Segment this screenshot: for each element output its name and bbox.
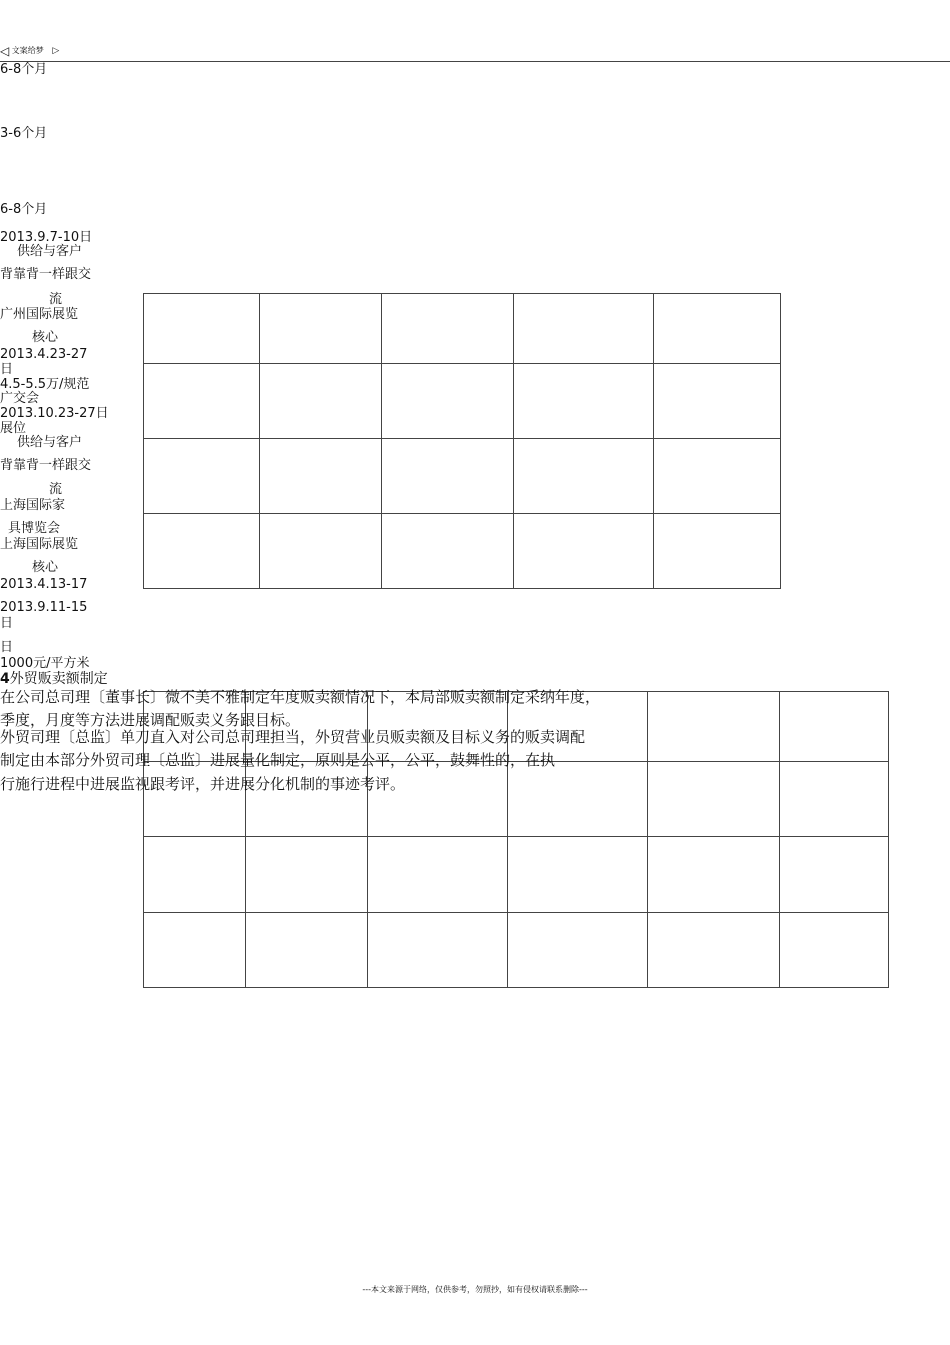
text-line: 2013.4.13-17 (0, 577, 88, 592)
table-cell (260, 294, 382, 364)
table-cell (260, 364, 382, 439)
text-line: 流 (49, 292, 63, 307)
table-cell (648, 692, 780, 762)
table-cell (382, 364, 514, 439)
table-cell (654, 514, 781, 589)
table-cell (368, 837, 508, 913)
page-footer: ---本文来源于网络，仅供参考，勿照抄，如有侵权请联系删除--- (362, 1285, 588, 1294)
text-line: 2013.9.11-15 (0, 600, 88, 615)
text-line: 具博览会 (8, 521, 61, 536)
text-line: 日 (0, 362, 14, 377)
table-cell (246, 837, 368, 913)
triangle-right-icon: ▷ (52, 46, 60, 56)
table-cell (382, 514, 514, 589)
text-line: 2013.9.7-10日 (0, 230, 93, 245)
table-cell (780, 837, 889, 913)
section-number: 4 (0, 671, 10, 687)
text-line: 6-8个月 (0, 202, 48, 217)
table-cell (260, 439, 382, 514)
text-line: 6-8个月 (0, 62, 48, 77)
table-cell (368, 913, 508, 988)
text-line: 流 (49, 482, 63, 497)
text-line: 展位 (0, 421, 27, 436)
text-line: 核心 (32, 330, 59, 345)
text-line: 核心 (32, 560, 59, 575)
paragraph-line: 季度，月度等方法进展调配贩卖义务跟目标。 (0, 711, 301, 729)
paragraph-line: 在公司总司理〔董事长〕微不美不雅制定年度贩卖额情况下，本局部贩卖额制定采纳年度， (0, 688, 601, 706)
table-cell (260, 514, 382, 589)
text-line: 日 (0, 640, 14, 655)
table-cell (508, 762, 648, 837)
text-line: 4.5-5.5万/规范 (0, 377, 90, 392)
text-line: 上海国际家 (0, 498, 66, 513)
table-cell (382, 439, 514, 514)
empty-table-upper (143, 293, 781, 589)
table-cell (246, 913, 368, 988)
text-line: 2013.10.23-27日 (0, 406, 109, 421)
text-line: 供给与客户 (17, 244, 83, 259)
table-cell (514, 294, 654, 364)
table-cell (508, 837, 648, 913)
text-line: 广州国际展览 (0, 307, 79, 322)
table-cell (514, 439, 654, 514)
header-title: 文案给梦 (11, 46, 44, 55)
table-cell (648, 913, 780, 988)
text-line: 3-6个月 (0, 126, 48, 141)
table-cell (648, 837, 780, 913)
table-cell (514, 514, 654, 589)
table-cell (648, 762, 780, 837)
triangle-left-icon: ◁ (0, 44, 10, 58)
text-line: 背靠背一样跟交 (0, 458, 92, 473)
text-line: 背靠背一样跟交 (0, 267, 92, 282)
table-cell (654, 439, 781, 514)
section-title: 外贸贩卖额制定 (9, 671, 108, 687)
table-cell (144, 364, 260, 439)
table-cell (654, 294, 781, 364)
text-line: 日 (0, 616, 14, 631)
table-cell (144, 913, 246, 988)
text-line: 1000元/平方米 (0, 656, 90, 671)
text-line: 上海国际展览 (0, 537, 79, 552)
table-cell (382, 294, 514, 364)
table-cell (144, 439, 260, 514)
text-line: 广交会 (0, 391, 40, 406)
table-cell (144, 294, 260, 364)
paragraph-line: 制定由本部分外贸司理〔总监〕进展量化制定，原则是公平，公平，鼓舞性的，在执 (0, 751, 556, 769)
table-cell (780, 762, 889, 837)
table-cell (144, 514, 260, 589)
table-cell (144, 837, 246, 913)
table-cell (514, 364, 654, 439)
text-line: 2013.4.23-27 (0, 347, 88, 362)
table-cell (780, 692, 889, 762)
table-cell (508, 913, 648, 988)
table-cell (654, 364, 781, 439)
paragraph-line: 外贸司理〔总监〕单刀直入对公司总司理担当，外贸营业员贩卖额及目标义务的贩卖调配 (0, 728, 586, 746)
paragraph-line: 行施行进程中进展监视跟考评，并进展分化机制的事迹考评。 (0, 775, 406, 793)
text-line: 供给与客户 (17, 435, 83, 450)
page-header (0, 44, 950, 62)
table-cell (780, 913, 889, 988)
